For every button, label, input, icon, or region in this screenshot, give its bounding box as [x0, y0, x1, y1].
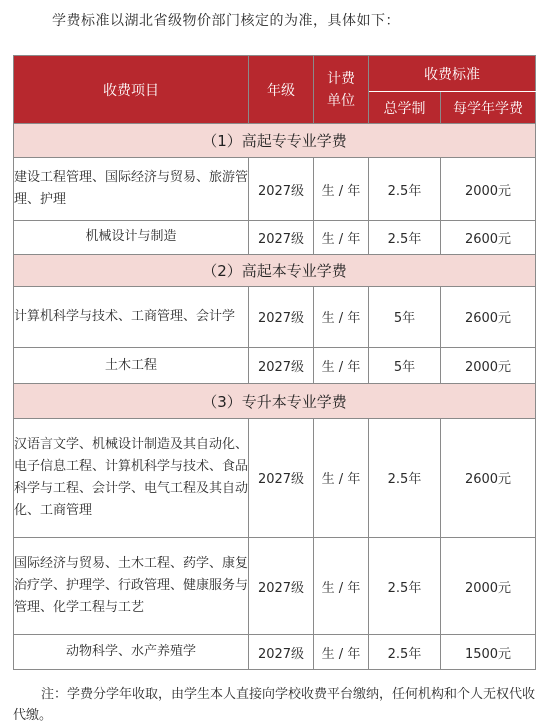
fee-cell: 2600元 [441, 418, 536, 538]
table-row [14, 347, 536, 383]
table-row [14, 287, 536, 348]
major-cell: 计算机科学与技术、工商管理、会计学 [14, 287, 249, 348]
header-grade: 年级 [249, 56, 314, 124]
table-row [14, 158, 536, 221]
fee-cell: 2600元 [441, 287, 536, 348]
major-cell: 机械设计与制造 [14, 221, 249, 254]
unit-cell: 生 / 年 [314, 538, 369, 635]
duration-cell: 2.5年 [369, 221, 441, 254]
duration-cell: 5年 [369, 347, 441, 383]
major-cell: 汉语言文学、机械设计制造及其自动化、电子信息工程、计算机科学与技术、食品科学与工程、会计学、电气工程及其自动化、工商管理 [14, 418, 249, 538]
duration-cell: 2.5年 [369, 418, 441, 538]
header-unit [314, 56, 369, 124]
major-cell: 土木工程 [14, 347, 249, 383]
table-row [14, 221, 536, 254]
unit-cell: 生 / 年 [314, 158, 369, 221]
grade-cell: 2027级 [249, 287, 314, 348]
intro-text: 学费标准以湖北省级物价部门核定的为准，具体如下： [52, 13, 400, 29]
header-unit-text: 计费单位 [327, 70, 355, 109]
section-title: （2）高起本专业学费 [14, 254, 536, 286]
grade-cell: 2027级 [249, 538, 314, 635]
fee-cell: 2000元 [441, 347, 536, 383]
unit-cell: 生 / 年 [314, 221, 369, 254]
section-title: （3）专升本专业学费 [14, 384, 536, 418]
header-standard: 收费标准 [369, 56, 536, 92]
grade-cell: 2027级 [249, 347, 314, 383]
table-row [14, 538, 536, 635]
major-cell: 建设工程管理、国际经济与贸易、旅游管理、护理 [14, 158, 249, 221]
unit-cell: 生 / 年 [314, 418, 369, 538]
header-annual-fee: 每学年学费 [441, 92, 536, 124]
fee-cell: 2000元 [441, 158, 536, 221]
unit-cell: 生 / 年 [314, 635, 369, 670]
major-cell: 动物科学、水产养殖学 [14, 635, 249, 670]
fee-table [13, 55, 536, 670]
unit-cell: 生 / 年 [314, 287, 369, 348]
duration-cell: 5年 [369, 287, 441, 348]
duration-cell: 2.5年 [369, 158, 441, 221]
duration-cell: 2.5年 [369, 538, 441, 635]
header-duration: 总学制 [369, 92, 441, 124]
grade-cell: 2027级 [249, 158, 314, 221]
major-cell: 国际经济与贸易、土木工程、药学、康复治疗学、护理学、行政管理、健康服务与管理、化学工程与工艺 [14, 538, 249, 635]
table-row [14, 418, 536, 538]
grade-cell: 2027级 [249, 418, 314, 538]
unit-cell: 生 / 年 [314, 347, 369, 383]
grade-cell: 2027级 [249, 221, 314, 254]
grade-cell: 2027级 [249, 635, 314, 670]
table-row [14, 635, 536, 670]
fee-cell: 2000元 [441, 538, 536, 635]
duration-cell: 2.5年 [369, 635, 441, 670]
footnote: 注：学费分学年收取，由学生本人直接向学校收费平台缴纳，任何机构和个人无权代收代缴。 [13, 687, 536, 723]
fee-cell: 2600元 [441, 221, 536, 254]
section-title: （1）高起专专业学费 [14, 124, 536, 158]
fee-cell: 1500元 [441, 635, 536, 670]
header-item: 收费项目 [14, 56, 249, 124]
